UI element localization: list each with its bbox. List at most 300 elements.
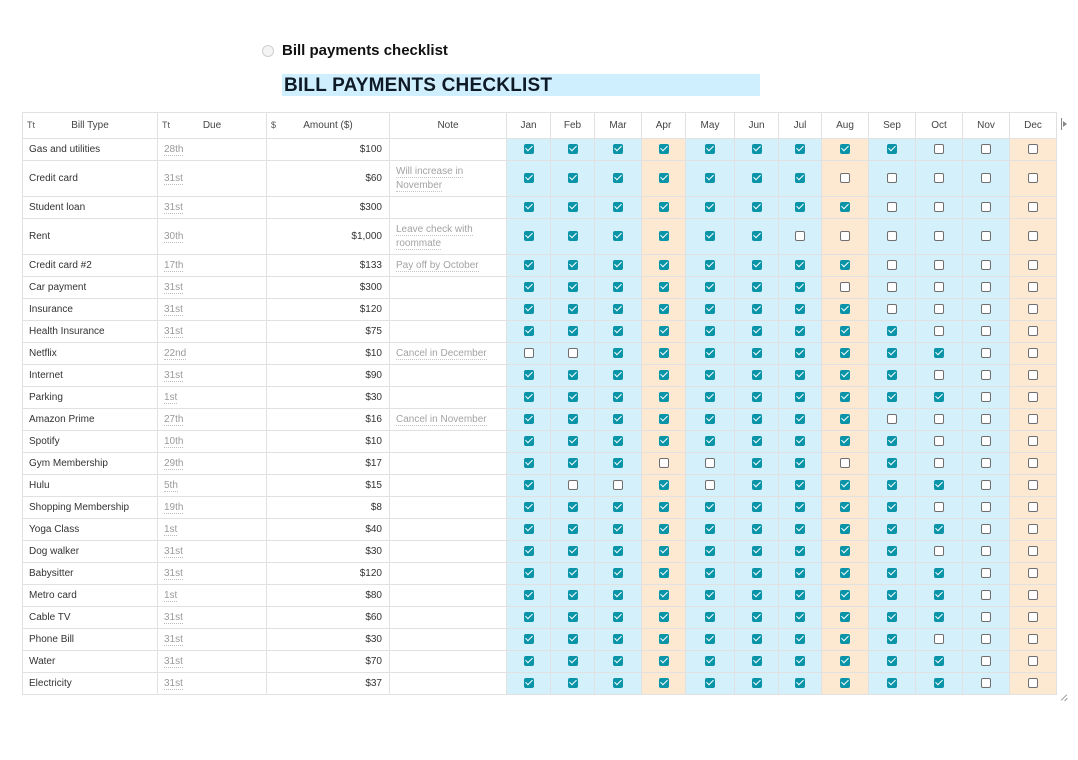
checkbox-checked[interactable]: [887, 326, 897, 336]
checkbox-checked[interactable]: [705, 144, 715, 154]
checkbox-unchecked[interactable]: [981, 260, 991, 270]
checkbox-unchecked[interactable]: [981, 436, 991, 446]
checkbox-checked[interactable]: [613, 260, 623, 270]
checkbox-checked[interactable]: [887, 144, 897, 154]
checkbox-unchecked[interactable]: [1028, 392, 1038, 402]
table-row[interactable]: [23, 607, 1057, 629]
checkbox-checked[interactable]: [752, 678, 762, 688]
checkbox-checked[interactable]: [840, 392, 850, 402]
checkbox-checked[interactable]: [887, 348, 897, 358]
bill-type-cell[interactable]: Car payment: [23, 277, 158, 299]
bill-type-cell[interactable]: Gas and utilities: [23, 139, 158, 161]
note-cell[interactable]: [390, 277, 507, 299]
checkbox-checked[interactable]: [705, 502, 715, 512]
bill-type-cell[interactable]: Phone Bill: [23, 629, 158, 651]
due-cell[interactable]: [158, 431, 267, 453]
checkbox-checked[interactable]: [840, 480, 850, 490]
table-row[interactable]: [23, 255, 1057, 277]
checkbox-checked[interactable]: [524, 436, 534, 446]
checkbox-checked[interactable]: [524, 480, 534, 490]
checkbox-checked[interactable]: [752, 370, 762, 380]
table-row[interactable]: [23, 585, 1057, 607]
checkbox-checked[interactable]: [795, 546, 805, 556]
bill-type-cell[interactable]: Cable TV: [23, 607, 158, 629]
checkbox-unchecked[interactable]: [934, 282, 944, 292]
due-cell[interactable]: [158, 299, 267, 321]
checkbox-checked[interactable]: [705, 202, 715, 212]
checkbox-checked[interactable]: [934, 392, 944, 402]
checkbox-unchecked[interactable]: [981, 678, 991, 688]
due-cell[interactable]: [158, 475, 267, 497]
table-row[interactable]: [23, 321, 1057, 343]
column-header-bill-type[interactable]: [23, 113, 158, 139]
due-cell[interactable]: [158, 607, 267, 629]
amount-cell[interactable]: $8: [267, 497, 390, 519]
checkbox-checked[interactable]: [524, 590, 534, 600]
checkbox-unchecked[interactable]: [981, 348, 991, 358]
checkbox-checked[interactable]: [659, 502, 669, 512]
checkbox-checked[interactable]: [568, 656, 578, 666]
checkbox-checked[interactable]: [568, 678, 578, 688]
checkbox-checked[interactable]: [568, 231, 578, 241]
checkbox-checked[interactable]: [752, 348, 762, 358]
checkbox-checked[interactable]: [705, 392, 715, 402]
checkbox-checked[interactable]: [613, 202, 623, 212]
table-row[interactable]: [23, 629, 1057, 651]
checkbox-unchecked[interactable]: [659, 458, 669, 468]
checkbox-unchecked[interactable]: [1028, 202, 1038, 212]
table-row[interactable]: [23, 299, 1057, 321]
checkbox-checked[interactable]: [752, 612, 762, 622]
checkbox-checked[interactable]: [613, 326, 623, 336]
checkbox-checked[interactable]: [613, 348, 623, 358]
checkbox-unchecked[interactable]: [1028, 524, 1038, 534]
checkbox-checked[interactable]: [524, 524, 534, 534]
amount-cell[interactable]: $17: [267, 453, 390, 475]
checkbox-checked[interactable]: [524, 304, 534, 314]
column-header-month[interactable]: May: [686, 113, 735, 139]
checkbox-checked[interactable]: [524, 144, 534, 154]
checkbox-checked[interactable]: [840, 260, 850, 270]
checkbox-checked[interactable]: [568, 546, 578, 556]
checkbox-checked[interactable]: [568, 144, 578, 154]
checkbox-unchecked[interactable]: [981, 458, 991, 468]
checkbox-checked[interactable]: [705, 612, 715, 622]
checkbox-unchecked[interactable]: [1028, 678, 1038, 688]
checkbox-checked[interactable]: [887, 436, 897, 446]
checkbox-checked[interactable]: [568, 634, 578, 644]
bill-type-cell[interactable]: Gym Membership: [23, 453, 158, 475]
checkbox-checked[interactable]: [795, 436, 805, 446]
checkbox-unchecked[interactable]: [840, 173, 850, 183]
checkbox-unchecked[interactable]: [981, 304, 991, 314]
note-cell[interactable]: [390, 387, 507, 409]
amount-cell[interactable]: $30: [267, 541, 390, 563]
checkbox-unchecked[interactable]: [1028, 173, 1038, 183]
checkbox-checked[interactable]: [659, 590, 669, 600]
checkbox-unchecked[interactable]: [1028, 348, 1038, 358]
due-cell[interactable]: [158, 519, 267, 541]
table-row[interactable]: [23, 277, 1057, 299]
checkbox-checked[interactable]: [840, 326, 850, 336]
note-cell[interactable]: [390, 219, 507, 255]
due-cell[interactable]: [158, 629, 267, 651]
checkbox-unchecked[interactable]: [1028, 502, 1038, 512]
checkbox-checked[interactable]: [705, 568, 715, 578]
bill-type-cell[interactable]: Netflix: [23, 343, 158, 365]
checkbox-checked[interactable]: [659, 282, 669, 292]
checkbox-unchecked[interactable]: [981, 173, 991, 183]
checkbox-checked[interactable]: [705, 326, 715, 336]
checkbox-unchecked[interactable]: [840, 282, 850, 292]
table-row[interactable]: [23, 161, 1057, 197]
amount-cell[interactable]: $90: [267, 365, 390, 387]
checkbox-checked[interactable]: [795, 202, 805, 212]
checkbox-checked[interactable]: [613, 173, 623, 183]
checkbox-checked[interactable]: [887, 546, 897, 556]
due-cell[interactable]: [158, 219, 267, 255]
checkbox-checked[interactable]: [659, 414, 669, 424]
checkbox-checked[interactable]: [568, 612, 578, 622]
note-cell[interactable]: [390, 431, 507, 453]
checkbox-checked[interactable]: [840, 590, 850, 600]
column-header-month[interactable]: Nov: [963, 113, 1010, 139]
checkbox-checked[interactable]: [659, 231, 669, 241]
checkbox-unchecked[interactable]: [1028, 282, 1038, 292]
checkbox-unchecked[interactable]: [1028, 436, 1038, 446]
due-cell[interactable]: [158, 321, 267, 343]
table-row[interactable]: [23, 139, 1057, 161]
checkbox-checked[interactable]: [613, 282, 623, 292]
amount-cell[interactable]: $300: [267, 197, 390, 219]
checkbox-checked[interactable]: [659, 260, 669, 270]
note-cell[interactable]: [390, 197, 507, 219]
checkbox-checked[interactable]: [795, 392, 805, 402]
note-cell[interactable]: [390, 365, 507, 387]
checkbox-checked[interactable]: [840, 612, 850, 622]
add-column-handle[interactable]: [1061, 118, 1064, 130]
checkbox-checked[interactable]: [887, 634, 897, 644]
bill-type-cell[interactable]: Credit card: [23, 161, 158, 197]
checkbox-checked[interactable]: [752, 524, 762, 534]
amount-cell[interactable]: $70: [267, 651, 390, 673]
checkbox-checked[interactable]: [887, 524, 897, 534]
checkbox-unchecked[interactable]: [887, 173, 897, 183]
checkbox-checked[interactable]: [795, 260, 805, 270]
checkbox-checked[interactable]: [887, 502, 897, 512]
note-cell[interactable]: [390, 321, 507, 343]
due-cell[interactable]: [158, 563, 267, 585]
checkbox-checked[interactable]: [934, 612, 944, 622]
due-cell[interactable]: [158, 365, 267, 387]
checkbox-unchecked[interactable]: [981, 144, 991, 154]
checkbox-checked[interactable]: [659, 304, 669, 314]
checkbox-checked[interactable]: [934, 568, 944, 578]
note-cell[interactable]: [390, 497, 507, 519]
column-header-month[interactable]: Dec: [1010, 113, 1057, 139]
checkbox-checked[interactable]: [795, 678, 805, 688]
checkbox-checked[interactable]: [795, 326, 805, 336]
checkbox-checked[interactable]: [887, 370, 897, 380]
due-cell[interactable]: [158, 651, 267, 673]
amount-cell[interactable]: $100: [267, 139, 390, 161]
checkbox-unchecked[interactable]: [568, 480, 578, 490]
amount-cell[interactable]: $133: [267, 255, 390, 277]
checkbox-unchecked[interactable]: [1028, 414, 1038, 424]
checkbox-checked[interactable]: [840, 634, 850, 644]
column-header-month[interactable]: Jun: [735, 113, 779, 139]
checkbox-checked[interactable]: [752, 436, 762, 446]
checkbox-unchecked[interactable]: [934, 326, 944, 336]
checkbox-checked[interactable]: [752, 634, 762, 644]
checkbox-checked[interactable]: [752, 231, 762, 241]
table-row[interactable]: [23, 343, 1057, 365]
checkbox-checked[interactable]: [795, 524, 805, 534]
due-cell[interactable]: [158, 453, 267, 475]
checkbox-checked[interactable]: [524, 458, 534, 468]
table-row[interactable]: [23, 541, 1057, 563]
due-cell[interactable]: [158, 197, 267, 219]
bill-type-cell[interactable]: Insurance: [23, 299, 158, 321]
table-row[interactable]: [23, 453, 1057, 475]
checkbox-unchecked[interactable]: [934, 370, 944, 380]
checkbox-checked[interactable]: [752, 304, 762, 314]
checkbox-checked[interactable]: [752, 458, 762, 468]
checkbox-checked[interactable]: [752, 502, 762, 512]
checkbox-checked[interactable]: [795, 634, 805, 644]
checkbox-checked[interactable]: [705, 370, 715, 380]
checkbox-checked[interactable]: [524, 612, 534, 622]
checkbox-unchecked[interactable]: [524, 348, 534, 358]
checkbox-checked[interactable]: [613, 458, 623, 468]
checkbox-checked[interactable]: [613, 568, 623, 578]
checkbox-unchecked[interactable]: [981, 656, 991, 666]
checkbox-unchecked[interactable]: [1028, 304, 1038, 314]
checkbox-checked[interactable]: [659, 392, 669, 402]
checkbox-unchecked[interactable]: [981, 282, 991, 292]
checkbox-checked[interactable]: [568, 524, 578, 534]
bill-type-cell[interactable]: Babysitter: [23, 563, 158, 585]
checkbox-checked[interactable]: [795, 502, 805, 512]
column-header-month[interactable]: Jan: [507, 113, 551, 139]
column-header-month[interactable]: Mar: [595, 113, 642, 139]
checkbox-checked[interactable]: [659, 612, 669, 622]
column-header-month[interactable]: Sep: [869, 113, 916, 139]
checkbox-unchecked[interactable]: [981, 326, 991, 336]
checkbox-checked[interactable]: [659, 144, 669, 154]
checkbox-unchecked[interactable]: [1028, 546, 1038, 556]
checkbox-unchecked[interactable]: [840, 458, 850, 468]
checkbox-unchecked[interactable]: [1028, 656, 1038, 666]
checkbox-checked[interactable]: [752, 414, 762, 424]
checkbox-checked[interactable]: [934, 656, 944, 666]
checkbox-checked[interactable]: [840, 436, 850, 446]
column-header-month[interactable]: Feb: [551, 113, 595, 139]
checkbox-checked[interactable]: [887, 458, 897, 468]
checkbox-checked[interactable]: [524, 326, 534, 336]
due-cell[interactable]: [158, 343, 267, 365]
checkbox-checked[interactable]: [613, 656, 623, 666]
checkbox-checked[interactable]: [568, 173, 578, 183]
due-cell[interactable]: [158, 387, 267, 409]
checkbox-checked[interactable]: [613, 502, 623, 512]
checkbox-checked[interactable]: [795, 173, 805, 183]
column-header-due[interactable]: [158, 113, 267, 139]
checkbox-unchecked[interactable]: [1028, 260, 1038, 270]
checkbox-checked[interactable]: [568, 260, 578, 270]
checkbox-checked[interactable]: [659, 568, 669, 578]
bill-type-cell[interactable]: Health Insurance: [23, 321, 158, 343]
checkbox-checked[interactable]: [840, 678, 850, 688]
amount-cell[interactable]: $16: [267, 409, 390, 431]
checkbox-checked[interactable]: [659, 480, 669, 490]
table-row[interactable]: [23, 673, 1057, 695]
note-cell[interactable]: [390, 563, 507, 585]
checkbox-checked[interactable]: [934, 678, 944, 688]
checkbox-unchecked[interactable]: [840, 231, 850, 241]
table-row[interactable]: [23, 431, 1057, 453]
due-cell[interactable]: [158, 255, 267, 277]
checkbox-checked[interactable]: [613, 304, 623, 314]
bill-type-cell[interactable]: Shopping Membership: [23, 497, 158, 519]
checkbox-checked[interactable]: [752, 282, 762, 292]
checkbox-unchecked[interactable]: [613, 480, 623, 490]
checkbox-checked[interactable]: [613, 414, 623, 424]
checkbox-unchecked[interactable]: [1028, 326, 1038, 336]
checkbox-unchecked[interactable]: [934, 202, 944, 212]
bill-type-cell[interactable]: Credit card #2: [23, 255, 158, 277]
checkbox-checked[interactable]: [659, 348, 669, 358]
checkbox-checked[interactable]: [752, 144, 762, 154]
checkbox-checked[interactable]: [752, 568, 762, 578]
checkbox-checked[interactable]: [524, 502, 534, 512]
due-cell[interactable]: [158, 409, 267, 431]
checkbox-unchecked[interactable]: [934, 546, 944, 556]
table-row[interactable]: [23, 409, 1057, 431]
amount-cell[interactable]: $75: [267, 321, 390, 343]
checkbox-unchecked[interactable]: [981, 231, 991, 241]
checkbox-unchecked[interactable]: [981, 392, 991, 402]
checkbox-unchecked[interactable]: [981, 480, 991, 490]
checkbox-checked[interactable]: [568, 326, 578, 336]
checkbox-checked[interactable]: [613, 231, 623, 241]
checkbox-checked[interactable]: [934, 480, 944, 490]
checkbox-checked[interactable]: [752, 202, 762, 212]
checkbox-checked[interactable]: [795, 414, 805, 424]
checkbox-checked[interactable]: [568, 568, 578, 578]
bill-type-cell[interactable]: Rent: [23, 219, 158, 255]
checkbox-checked[interactable]: [659, 326, 669, 336]
table-row[interactable]: [23, 519, 1057, 541]
bill-type-cell[interactable]: Water: [23, 651, 158, 673]
table-row[interactable]: [23, 651, 1057, 673]
checkbox-unchecked[interactable]: [887, 260, 897, 270]
checkbox-checked[interactable]: [795, 568, 805, 578]
checkbox-unchecked[interactable]: [887, 231, 897, 241]
amount-cell[interactable]: $40: [267, 519, 390, 541]
checkbox-checked[interactable]: [568, 502, 578, 512]
note-cell[interactable]: [390, 409, 507, 431]
checkbox-checked[interactable]: [752, 590, 762, 600]
checkbox-checked[interactable]: [659, 202, 669, 212]
checkbox-unchecked[interactable]: [934, 436, 944, 446]
checkbox-checked[interactable]: [568, 414, 578, 424]
checkbox-checked[interactable]: [795, 370, 805, 380]
checkbox-checked[interactable]: [752, 656, 762, 666]
note-cell[interactable]: [390, 343, 507, 365]
checkbox-checked[interactable]: [705, 656, 715, 666]
column-header-note[interactable]: [390, 113, 507, 139]
checkbox-unchecked[interactable]: [1028, 370, 1038, 380]
checkbox-checked[interactable]: [752, 326, 762, 336]
checkbox-checked[interactable]: [524, 282, 534, 292]
checkbox-checked[interactable]: [705, 634, 715, 644]
checkbox-checked[interactable]: [705, 546, 715, 556]
checkbox-unchecked[interactable]: [705, 458, 715, 468]
checkbox-checked[interactable]: [705, 414, 715, 424]
checkbox-checked[interactable]: [613, 436, 623, 446]
checkbox-checked[interactable]: [840, 568, 850, 578]
checkbox-checked[interactable]: [659, 436, 669, 446]
checkbox-checked[interactable]: [524, 392, 534, 402]
checkbox-checked[interactable]: [568, 202, 578, 212]
note-cell[interactable]: [390, 651, 507, 673]
checkbox-checked[interactable]: [840, 348, 850, 358]
checkbox-checked[interactable]: [613, 546, 623, 556]
checkbox-unchecked[interactable]: [981, 202, 991, 212]
table-row[interactable]: [23, 365, 1057, 387]
bill-type-cell[interactable]: Parking: [23, 387, 158, 409]
checkbox-unchecked[interactable]: [934, 304, 944, 314]
column-header-month[interactable]: Apr: [642, 113, 686, 139]
checkbox-checked[interactable]: [840, 546, 850, 556]
due-cell[interactable]: [158, 497, 267, 519]
note-cell[interactable]: [390, 161, 507, 197]
checkbox-unchecked[interactable]: [981, 546, 991, 556]
checkbox-unchecked[interactable]: [795, 231, 805, 241]
checkbox-checked[interactable]: [705, 590, 715, 600]
checkbox-checked[interactable]: [887, 612, 897, 622]
checkbox-checked[interactable]: [524, 414, 534, 424]
checkbox-checked[interactable]: [524, 370, 534, 380]
note-cell[interactable]: [390, 139, 507, 161]
checkbox-checked[interactable]: [568, 370, 578, 380]
checkbox-checked[interactable]: [887, 590, 897, 600]
checkbox-unchecked[interactable]: [981, 502, 991, 512]
table-row[interactable]: [23, 497, 1057, 519]
checkbox-unchecked[interactable]: [981, 612, 991, 622]
checkbox-checked[interactable]: [840, 370, 850, 380]
note-cell[interactable]: [390, 673, 507, 695]
checkbox-checked[interactable]: [568, 282, 578, 292]
checkbox-unchecked[interactable]: [934, 173, 944, 183]
checkbox-checked[interactable]: [568, 590, 578, 600]
amount-cell[interactable]: $300: [267, 277, 390, 299]
checkbox-unchecked[interactable]: [1028, 144, 1038, 154]
checkbox-checked[interactable]: [795, 612, 805, 622]
checkbox-checked[interactable]: [524, 678, 534, 688]
checkbox-checked[interactable]: [613, 612, 623, 622]
due-cell[interactable]: [158, 585, 267, 607]
checkbox-checked[interactable]: [568, 436, 578, 446]
checkbox-unchecked[interactable]: [1028, 480, 1038, 490]
checkbox-checked[interactable]: [613, 144, 623, 154]
checkbox-unchecked[interactable]: [981, 524, 991, 534]
checkbox-unchecked[interactable]: [1028, 634, 1038, 644]
bill-type-cell[interactable]: Hulu: [23, 475, 158, 497]
checkbox-unchecked[interactable]: [934, 634, 944, 644]
amount-cell[interactable]: $30: [267, 387, 390, 409]
